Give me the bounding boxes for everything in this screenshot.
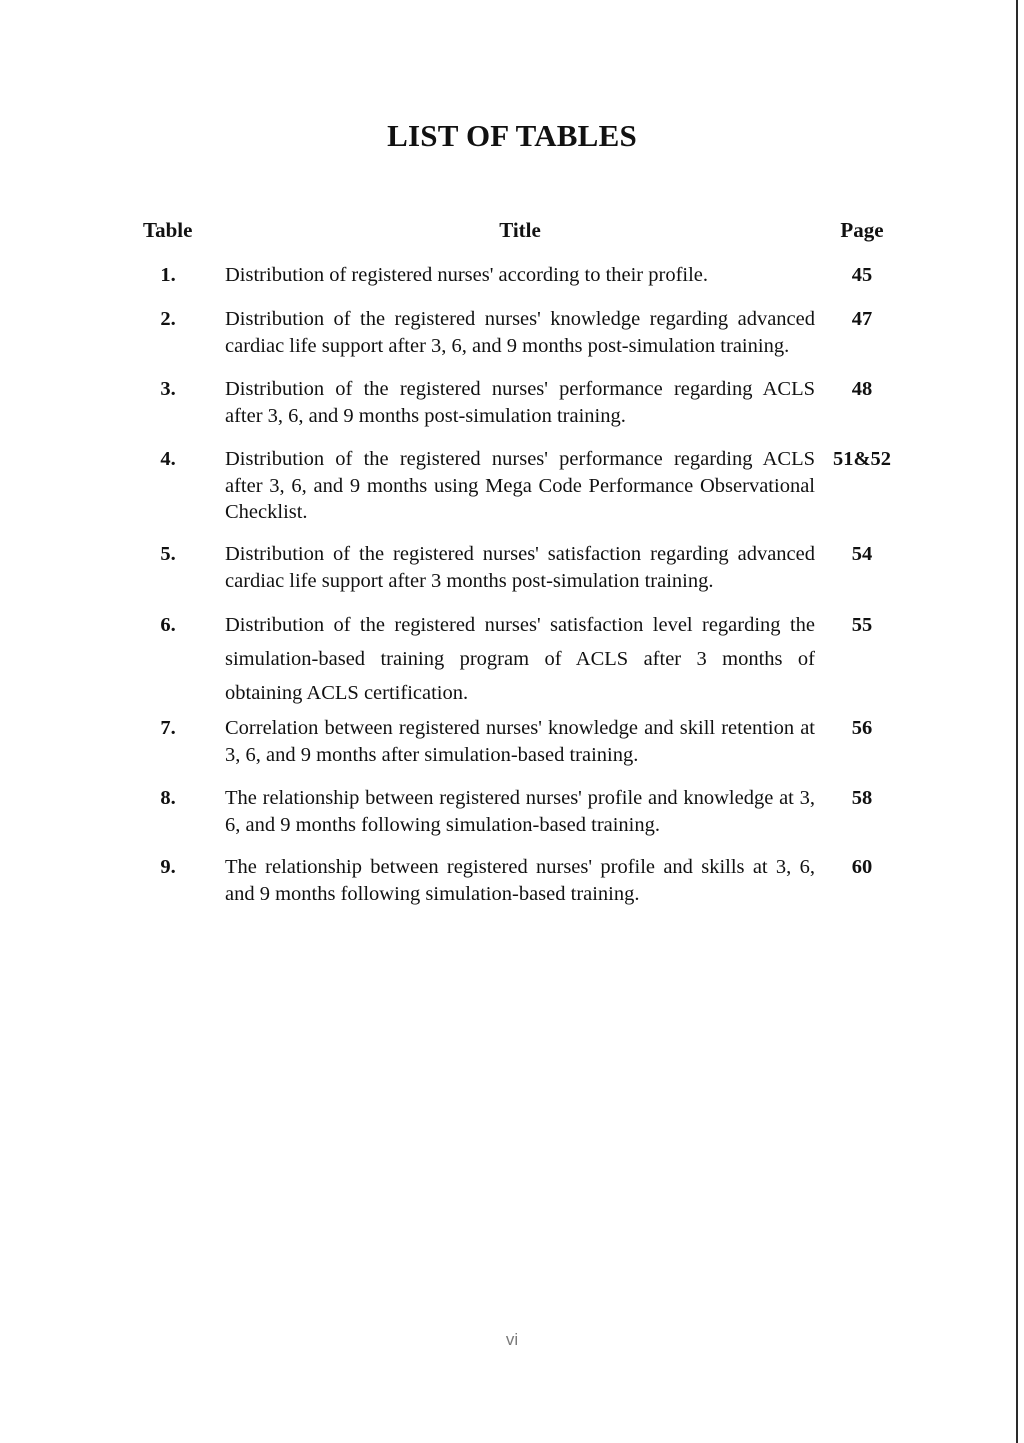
table-title: Distribution of the registered nurses' satisfaction regarding advanced cardiac life support after 3 months post-simulation training. bbox=[225, 543, 815, 592]
table-title: Distribution of registered nurses' according to their profile. bbox=[225, 264, 709, 286]
table-title: Distribution of the registered nurses' performance regarding ACLS after 3, 6, and 9 months post-simulation training. bbox=[225, 378, 815, 427]
page-edge-line bbox=[1016, 0, 1018, 1443]
page-reference: 55 bbox=[851, 614, 873, 636]
table-title: Distribution of the registered nurses' satisfaction level regarding the simulation-based training program of ACLS after 3 months of obtaining ACLS certification. bbox=[225, 614, 815, 704]
page-reference: 60 bbox=[851, 856, 873, 878]
page-reference: 58 bbox=[851, 787, 873, 809]
table-number: 7. bbox=[160, 717, 176, 739]
page-reference: 45 bbox=[851, 264, 873, 286]
column-header-page: Page bbox=[840, 218, 884, 242]
table-title: Distribution of the registered nurses' performance regarding ACLS after 3, 6, and 9 months using Mega Code Performance Observational Checklist. bbox=[225, 448, 815, 523]
page-reference: 48 bbox=[851, 378, 873, 400]
page-number: vi bbox=[505, 1330, 519, 1349]
table-title: Distribution of the registered nurses' knowledge regarding advanced cardiac life support after 3, 6, and 9 months post-simulation training. bbox=[225, 308, 815, 357]
table-number: 5. bbox=[160, 543, 176, 565]
table-number: 8. bbox=[160, 787, 176, 809]
page-title: LIST OF TABLES bbox=[387, 118, 637, 153]
page-reference: 51&52 bbox=[832, 448, 892, 470]
table-title: The relationship between registered nurses' profile and skills at 3, 6, and 9 months following simulation-based training. bbox=[225, 856, 815, 905]
table-number: 4. bbox=[160, 448, 176, 470]
table-number: 1. bbox=[160, 264, 176, 286]
table-number: 6. bbox=[160, 614, 176, 636]
column-header-table: Table bbox=[143, 218, 193, 242]
page-reference: 47 bbox=[851, 308, 873, 330]
column-header-title: Title bbox=[499, 218, 541, 242]
page-reference: 54 bbox=[851, 543, 873, 565]
table-number: 3. bbox=[160, 378, 176, 400]
table-number: 9. bbox=[160, 856, 176, 878]
table-title: The relationship between registered nurses' profile and knowledge at 3, 6, and 9 months following simulation-based training. bbox=[225, 787, 815, 836]
table-header-row bbox=[0, 218, 1024, 248]
table-title: Correlation between registered nurses' knowledge and skill retention at 3, 6, and 9 months after simulation-based training. bbox=[225, 717, 815, 766]
page-reference: 56 bbox=[851, 717, 873, 739]
table-number: 2. bbox=[160, 308, 176, 330]
